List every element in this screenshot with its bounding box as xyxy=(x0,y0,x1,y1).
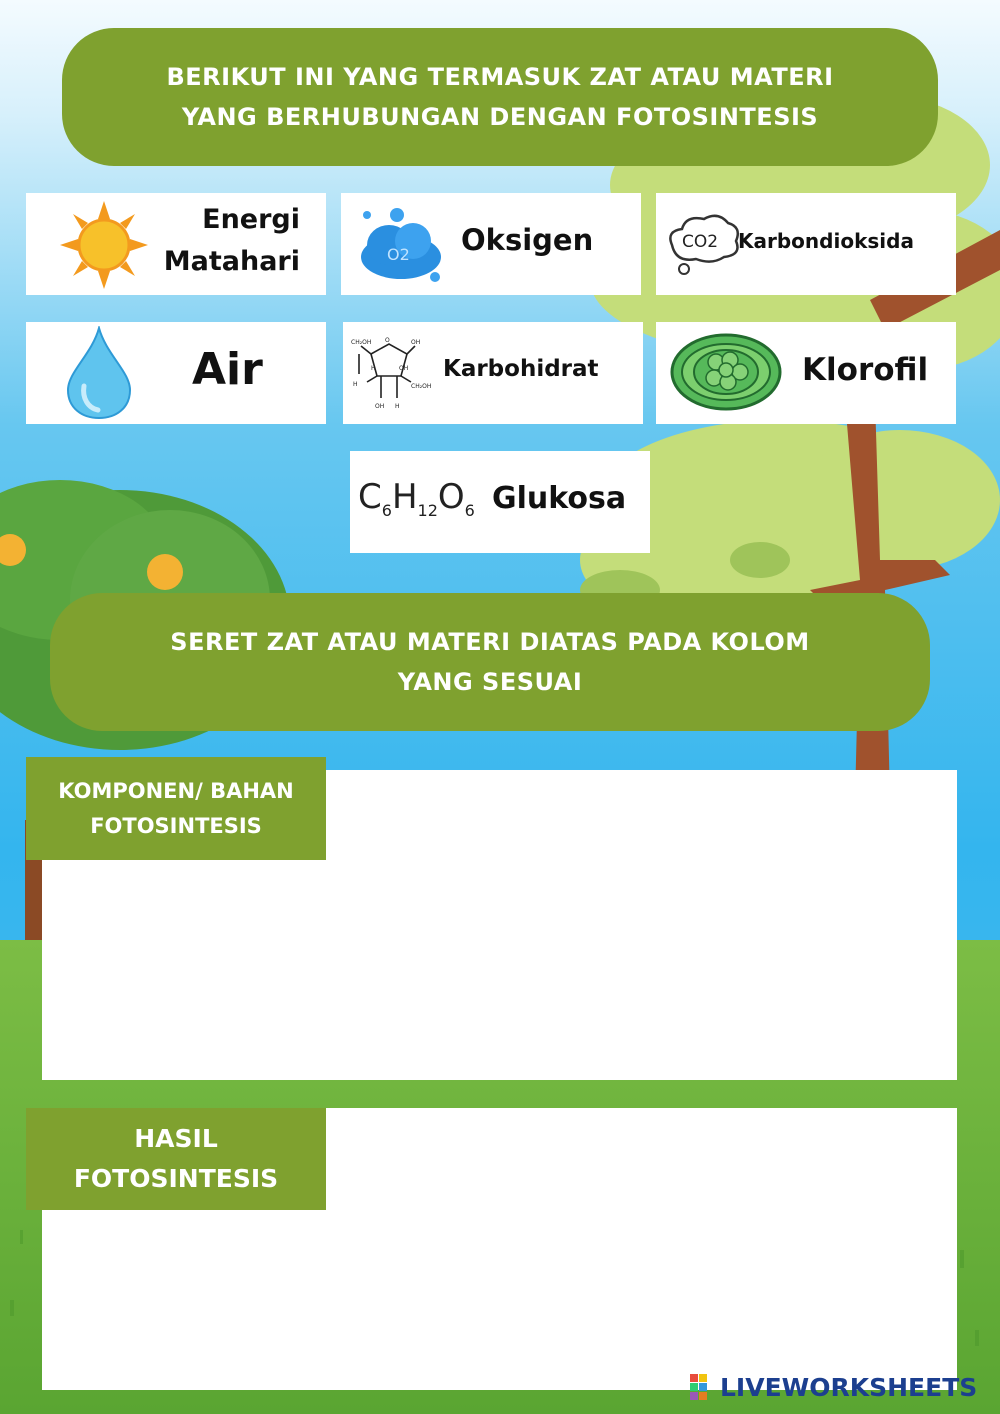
zone-label-hasil xyxy=(26,1108,326,1210)
card-karbohidrat[interactable] xyxy=(343,322,643,424)
svg-text:H: H xyxy=(353,381,358,388)
sun-icon xyxy=(60,201,148,289)
svg-text:CH₂OH: CH₂OH xyxy=(411,383,432,390)
card-label: Karbohidrat xyxy=(443,356,599,382)
card-karbondioksida[interactable] xyxy=(656,193,956,295)
card-klorofil[interactable] xyxy=(656,322,956,424)
card-air[interactable] xyxy=(26,322,326,424)
card-label: Karbondioksida xyxy=(738,229,914,253)
oxygen-cloud-icon xyxy=(357,205,447,285)
instruction-banner xyxy=(50,593,930,731)
zone-label-line-2: FOTOSINTESIS xyxy=(73,1164,279,1193)
zone-label-komponen xyxy=(26,757,326,860)
svg-text:OH: OH xyxy=(399,365,409,372)
chloroplast-icon xyxy=(670,332,782,412)
zone-label-line-1: KOMPONEN/ BAHAN xyxy=(58,778,294,803)
instruction-line-2: YANG SESUAI xyxy=(397,668,583,696)
co2-icon-text: CO2 xyxy=(682,232,719,252)
card-glukosa[interactable] xyxy=(350,451,650,553)
card-label: Air xyxy=(192,344,263,395)
card-label-line-1: Energi xyxy=(202,204,300,235)
co2-cloud-icon xyxy=(662,205,744,281)
zone-label-line-1: HASIL xyxy=(134,1124,218,1153)
svg-text:H: H xyxy=(371,365,376,372)
carbohydrate-structure-icon xyxy=(349,334,439,414)
svg-text:H: H xyxy=(395,403,400,410)
svg-text:OH: OH xyxy=(411,339,421,346)
instruction-line-1: SERET ZAT ATAU MATERI DIATAS PADA KOLOM xyxy=(170,628,810,656)
title-banner xyxy=(62,28,938,166)
oxygen-icon-text: O2 xyxy=(387,245,410,264)
zone-label-line-2: FOTOSINTESIS xyxy=(90,813,262,838)
liveworksheets-watermark xyxy=(690,1372,977,1402)
svg-text:O: O xyxy=(385,337,390,344)
water-drop-icon xyxy=(66,326,132,420)
card-label: Klorofil xyxy=(802,352,929,388)
card-label: Glukosa xyxy=(492,481,627,516)
title-line-2: YANG BERHUBUNGAN DENGAN FOTOSINTESIS xyxy=(181,103,819,131)
liveworksheets-logo-icon xyxy=(690,1374,716,1400)
card-label-line-2: Matahari xyxy=(163,246,300,277)
card-label: Oksigen xyxy=(461,223,594,257)
svg-text:OH: OH xyxy=(375,403,385,410)
glucose-formula-icon: $C_6H_{12}O_6$ xyxy=(358,477,475,520)
card-oksigen[interactable] xyxy=(341,193,641,295)
svg-text:CH₂OH: CH₂OH xyxy=(351,339,372,346)
title-line-1: BERIKUT INI YANG TERMASUK ZAT ATAU MATERI xyxy=(166,63,834,91)
watermark-text: LIVEWORKSHEETS xyxy=(720,1372,978,1402)
card-energi-matahari[interactable] xyxy=(26,193,326,295)
